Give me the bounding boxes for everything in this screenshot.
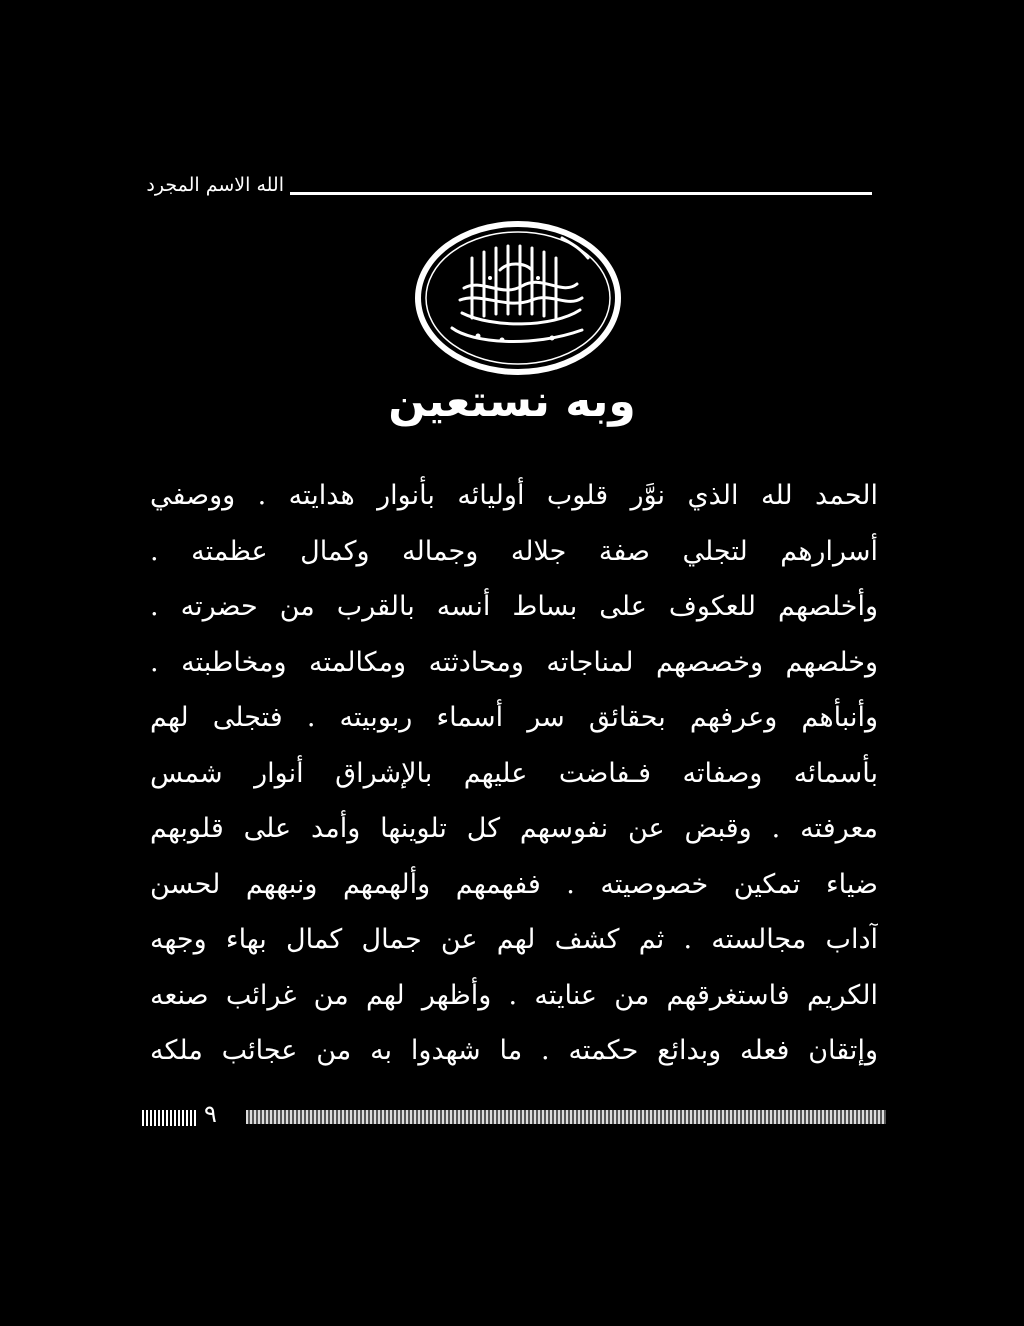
text-line: آداب مجالسته . ثم كشف لهم عن جمال كمال بهاء وجهه: [150, 924, 878, 955]
text-line: ضياء تمكين خصوصيته . ففهمهم وألهمهم ونبههم لحسن: [150, 868, 878, 900]
footer-ornament: [142, 1110, 196, 1126]
text-line: الحمد لله الذي نوَّر قلوب أوليائه بأنوار هدايته . ووصفي: [150, 480, 878, 511]
text-line: وخلصهم وخصصهم لمناجاته ومحادثته ومكالمته ومخاطبته .: [150, 646, 878, 678]
footer-rule: [246, 1110, 886, 1124]
text-line: وأخلصهم للعكوف على بساط أنسه بالقرب من حضرته .: [150, 591, 878, 622]
text-line: بأسمائه وصفاته فـفاضت عليهم بالإشراق أنوار شمس: [150, 757, 878, 789]
text-line: الكريم فاستغرقهم من عنايته . وأظهر لهم من غرائب صنعه: [150, 979, 878, 1011]
text-line: معرفته . وقبض عن نفوسهم كل تلوينها وأمد على قلوبهم: [150, 813, 878, 844]
basmala-calligraphy-icon: [412, 218, 624, 378]
header-rule: [290, 192, 872, 195]
text-line: وإتقان فعله وبدائع حكمته . ما شهدوا به من عجائب ملكه: [150, 1035, 878, 1066]
page-number: ٩: [204, 1100, 217, 1128]
text-line: وأنبأهم وعرفهم بحقائق سر أسماء ربوبيته . فتجلى لهم: [150, 702, 878, 733]
text-line: أسرارهم لتجلي صفة جلاله وجماله وكمال عظمته .: [150, 535, 878, 567]
body-text: [150, 468, 878, 1079]
subtitle-heading: وبه نستعين: [388, 376, 636, 427]
running-header-title: الله الاسم المجرد: [146, 174, 284, 196]
